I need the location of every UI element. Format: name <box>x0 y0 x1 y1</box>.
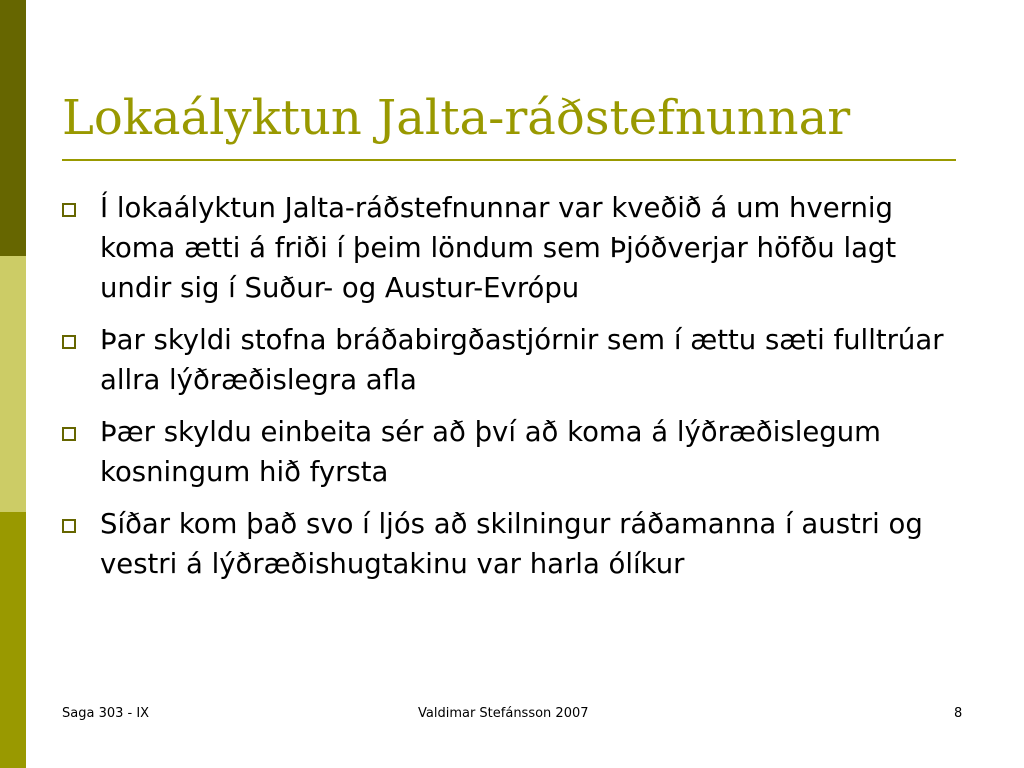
slide-title: Lokaályktun Jalta-ráðstefnunnar <box>62 90 851 146</box>
footer-course-label: Saga 303 - IX <box>62 706 150 721</box>
bullet-item <box>62 504 972 584</box>
square-bullet-icon <box>62 427 76 441</box>
title-underline <box>62 159 956 161</box>
bullet-text: Þær skyldu einbeita sér að því að koma á lýðræðislegum kosningum hið fyrsta <box>100 416 881 488</box>
square-bullet-icon <box>62 203 76 217</box>
bullet-item <box>62 412 972 492</box>
square-bullet-icon <box>62 335 76 349</box>
bullet-item <box>62 188 972 308</box>
side-bar-segment-bottom <box>0 512 26 768</box>
side-accent-bar <box>0 0 26 768</box>
bullet-item <box>62 320 972 400</box>
footer-author: Valdimar Stefánsson 2007 <box>418 706 589 721</box>
side-bar-segment-middle <box>0 256 26 512</box>
square-bullet-icon <box>62 519 76 533</box>
bullet-text: Þar skyldi stofna bráðabirgðastjórnir sem í ættu sæti fulltrúar allra lýðræðislegra afla <box>100 324 944 396</box>
bullet-text: Í lokaályktun Jalta-ráðstefnunnar var kveðið á um hvernig koma ætti á friði í þeim löndum sem Þjóðverjar höfðu lagt undir sig í Suður- og Austur-Evrópu <box>100 192 897 304</box>
footer-page-number: 8 <box>954 706 963 721</box>
bullet-list <box>62 188 972 596</box>
side-bar-segment-top <box>0 0 26 256</box>
bullet-text: Síðar kom það svo í ljós að skilningur ráðamanna í austri og vestri á lýðræðishugtakinu var harla ólíkur <box>100 508 923 580</box>
